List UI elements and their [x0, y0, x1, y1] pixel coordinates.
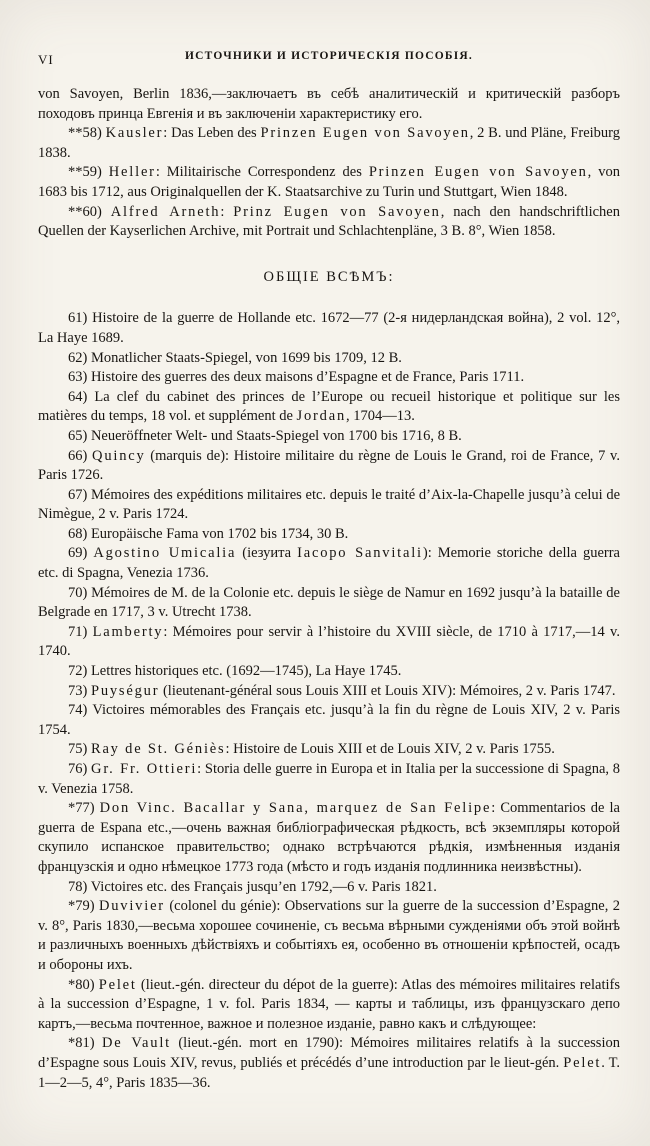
bibliography-entry [38, 760, 620, 799]
entry-text: , 2 B. und Pläne, Freiburg 1838. [38, 125, 620, 161]
bibliography-entry [38, 525, 620, 545]
entry-text: 71) [68, 623, 93, 640]
entry-text: ): Memorie storiche della guerra etc. di Spagna, Venezia 1736. [38, 545, 620, 582]
entry-text: (іезуита [236, 545, 298, 562]
bibliography-entry [38, 124, 620, 163]
entry-text: 67) Mémoires des expéditions militaires etc. depuis le traité d’Aix-la-Chapelle jusqu’à celui de Nimègue, 2 v. Paris 1724. [38, 486, 620, 523]
entry-text: 78) Victoires etc. des Français jusqu’en 1792,—6 v. Paris 1821. [68, 878, 437, 895]
author-name: Jordan [296, 408, 346, 425]
entry-text: *79) [68, 898, 99, 915]
entry-text: 73) [68, 682, 91, 699]
entry-text: (lieut.-gén. mort en 1790): Mémoires militaires relatifs à la succession d’Espagne sous Louis XIV, revus, publiés et précédés d’une introduction par le lieut-gén. [38, 1035, 620, 1071]
bibliography-entry [38, 1034, 620, 1093]
bibliography-entry [38, 427, 620, 447]
bibliography-entry [38, 897, 620, 975]
bibliography-entry [38, 203, 620, 242]
bibliography-entry [38, 662, 620, 682]
entry-text: 69) [68, 545, 94, 562]
entry-text: **60) [68, 203, 111, 220]
author-name: Iacopo Sanvitali [297, 545, 423, 562]
entry-text: 64) La clef du cabinet des princes de l’Europe ou recueil historique et politique sur les matières du temps, 18 vol. et supplément de [38, 388, 620, 425]
author-name: Puységur [90, 682, 160, 699]
entry-text: , nach den handschriftlichen Quellen der Kayserlichen Archive, mit Portrait und Schlachtenpläne, 3 B. 8°, Wien 1858. [38, 203, 620, 240]
entry-text: . T. 1—2—5, 4°, Paris 1835—36. [38, 1054, 621, 1091]
entry-text: , von 1683 bis 1712, aus Originalquellen der K. Staatsarchive zu Turin und Stuttgart, Wien 1848. [38, 164, 620, 200]
entry-text: *81) [68, 1035, 102, 1052]
entry-text: 72) Lettres historiques etc. (1692—1745), La Haye 1745. [68, 663, 402, 680]
page-header [38, 50, 620, 68]
entry-text: (marquis de): Histoire militaire du règne de Louis le Grand, roi de France, 7 v. Paris 1726. [38, 447, 620, 484]
bibliography-entry [38, 447, 620, 486]
entry-text: (lieutenant-général sous Louis XIII et Louis XIV): Mémoires, 2 v. Paris 1747. [159, 682, 616, 699]
page-number: VI [38, 52, 54, 67]
bibliography-entry [38, 878, 620, 898]
bibliography-entry [38, 163, 620, 202]
bibliography-entry [38, 368, 620, 388]
author-name: Gr. Fr. Ottieri [91, 761, 198, 777]
entry-text: (lieut.-gén. directeur du dépot de la guerre): Atlas des mémoires militaires relatifs à la succession d’Espagne, 1 v. fol. Paris 1834, — карты и таблицы, изъ французскаго депо картъ,—весьма почтенное, важное и полезное изданіе, равно какъ и слѣдующее: [38, 976, 620, 1032]
author-name: De Vault [101, 1035, 171, 1052]
entry-text: 68) Europäische Fama von 1702 bis 1734, 30 B. [68, 525, 349, 542]
entry-text: : Histoire de Louis XIII et de Louis XIV, 2 v. Paris 1755. [225, 741, 555, 758]
author-name: Don Vinc. Bacallar y Sana, marquez de San Felipe [99, 800, 492, 817]
bibliography-entry [38, 309, 620, 348]
bibliography-entry [38, 584, 620, 623]
bibliography-entry [38, 388, 620, 427]
author-name: Pelet [98, 976, 137, 993]
author-name: Duvivier [98, 898, 165, 915]
author-name: Ray de St. Géniès [90, 741, 226, 758]
author-name: Pelet [563, 1054, 602, 1071]
entry-text: *77) [68, 800, 100, 817]
page-body [38, 85, 620, 1093]
entry-text: **58) [68, 125, 106, 142]
entry-text: , 1704—13. [346, 408, 415, 425]
author-name: Quincy [92, 447, 146, 464]
bibliography-entry [38, 701, 620, 740]
entry-text: *80) [68, 976, 99, 993]
bibliography-entry [38, 623, 620, 662]
entry-text: von Savoyen, Berlin 1836,—заключаетъ въ себѣ аналитическій и критическій разборъ походовъ принца Евгенія и въ заключеніи характеристику его. [38, 86, 620, 122]
author-name: Agostino Umicalia [93, 545, 237, 562]
entry-text: 70) Mémoires de M. de la Colonie etc. depuis le siège de Namur en 1692 jusqu’à la bataille de Belgrade en 1717, 3 v. Utrecht 1738. [38, 584, 620, 621]
section-heading: ОБЩІЕ ВСѢМЪ: [263, 268, 395, 285]
entry-text: : Commentarios de la guerra de Espana etc.,—очень важная библіографическая рѣдкость, всѣ экземпляры которой скупило испанское правительство; однако встрѣчаются рѣдкія, измѣненныя изданія французскія и одно нѣмецкое 1773 года (мѣсто и годъ изданія подлинника неизвѣстны). [38, 800, 620, 875]
entries-after-heading [38, 309, 620, 1093]
entry-text: 76) [68, 761, 92, 777]
entry-text: **59) [68, 164, 109, 181]
entry-text: 75) [68, 741, 91, 758]
bibliography-entry [38, 682, 620, 702]
author-name: Prinzen Eugen von Savoyen [260, 125, 470, 142]
entry-text: : Mémoires pour servir à l’histoire du XVIII siècle, de 1710 à 1717,—14 v. 1740. [38, 623, 620, 660]
entry-text: : Militairische Correspondenz des [155, 164, 369, 181]
entry-text: 66) [68, 447, 93, 464]
entries-before-heading [38, 85, 620, 242]
author-name: Prinz Eugen von Savoyen [233, 203, 441, 220]
entry-text: (colonel du génie): Observations sur la guerre de la succession d’Espagne, 2 v. 8°, Paris 1830,—весьма хорошее сочиненіе, съ весьма вѣрными сужденіями объ этой войнѣ и различныхъ военныхъ дѣйствіяхъ и событіяхъ ея, особенно въ отношеніи крѣпостей, осадъ и обороны ихъ. [38, 898, 620, 973]
entry-text: 63) Histoire des guerres des deux maisons d’Espagne et de France, Paris 1711. [68, 369, 525, 386]
entry-text: : Storia delle guerre in Europa et in Italia per la successione di Spagna, 8 v. Venezia 1758. [38, 761, 620, 797]
author-name: Alfred Arneth [110, 203, 221, 220]
bibliography-entry [38, 740, 620, 760]
entry-text: 61) Histoire de la guerre de Hollande etc. 1672—77 (2-я нидерландская война), 2 vol. 12°, La Haye 1689. [38, 310, 620, 346]
running-title: ИСТОЧНИКИ И ИСТОРИЧЕСКІЯ ПОСОБІЯ. [185, 50, 473, 62]
entry-text: : Das Leben des [163, 125, 261, 142]
bibliography-entry [38, 976, 620, 1035]
author-name: Lamberty [92, 623, 164, 640]
entry-text: 62) Monatlicher Staats-Spiegel, von 1699 bis 1709, 12 B. [68, 349, 402, 366]
author-name: Prinzen Eugen von Savoyen [368, 164, 588, 181]
author-name: Kausler [105, 125, 164, 142]
bibliography-entry [38, 85, 620, 124]
bibliography-entry [38, 349, 620, 369]
bibliography-entry [38, 799, 620, 877]
entry-text: : [220, 203, 234, 220]
entry-text: 74) Victoires mémorables des Français etc. jusqu’à la fin du règne de Louis XIV, 2 v. Paris 1754. [38, 702, 620, 738]
bibliography-entry [38, 486, 620, 525]
bibliography-entry [38, 544, 620, 583]
author-name: Heller [108, 164, 156, 181]
entry-text: 65) Neueröffneter Welt- und Staats-Spiegel von 1700 bis 1716, 8 B. [68, 427, 462, 444]
